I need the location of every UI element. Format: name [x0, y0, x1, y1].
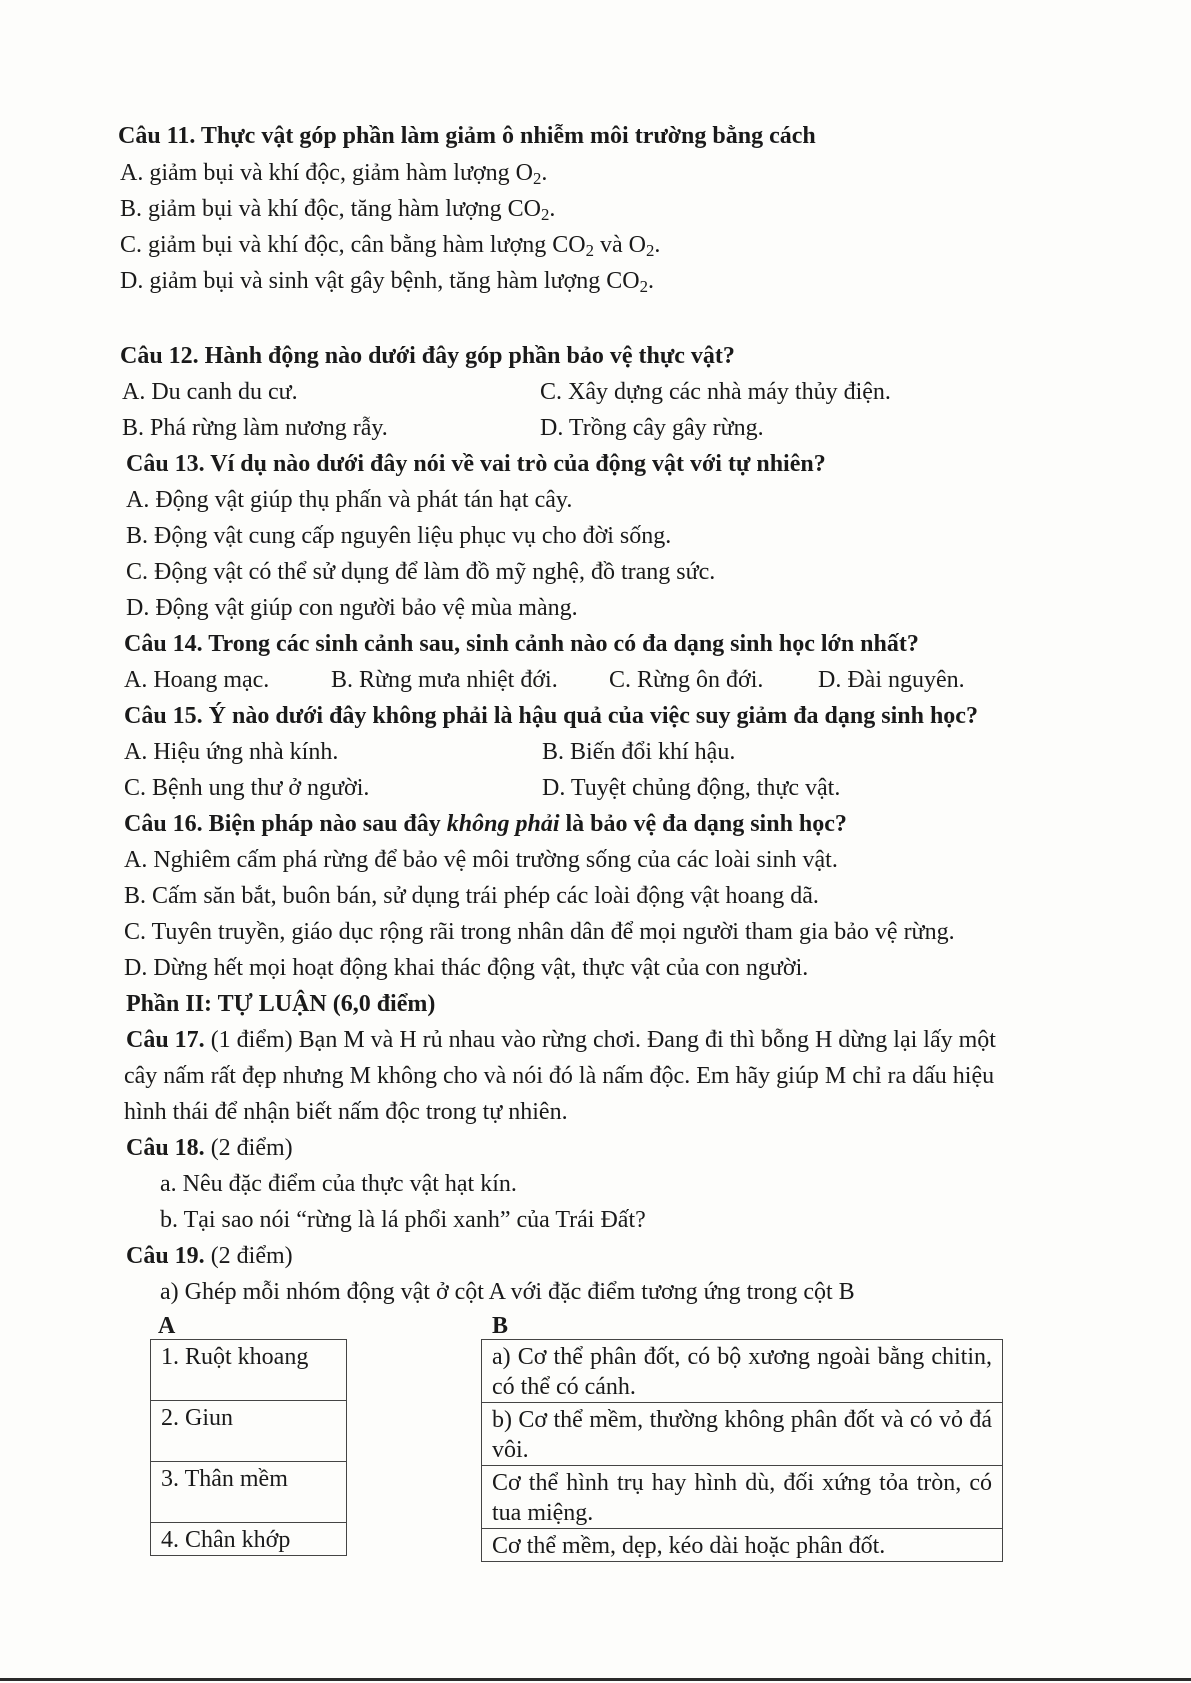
q14-option-c: C. Rừng ôn đới.	[609, 667, 764, 693]
question-13-title: Câu 13. Ví dụ nào dưới đây nói về vai trò của động vật với tự nhiên?	[126, 451, 826, 477]
q13-option-d: D. Động vật giúp con người bảo vệ mùa màng.	[126, 595, 578, 621]
q12-option-a: A. Du canh du cư.	[122, 379, 298, 405]
q16-option-c: C. Tuyên truyền, giáo dục rộng rãi trong nhân dân để mọi người tham gia bảo vệ rừng.	[124, 919, 955, 945]
question-12-title: Câu 12. Hành động nào dưới đây góp phần bảo vệ thực vật?	[120, 343, 735, 369]
table-row	[151, 1523, 347, 1556]
table-row	[151, 1340, 347, 1401]
page-bottom-border	[0, 1678, 1191, 1681]
q15-option-a: A. Hiệu ứng nhà kính.	[124, 739, 339, 765]
column-a-cell: 4. Chân khớp	[151, 1523, 347, 1556]
q15-option-d: D. Tuyệt chủng động, thực vật.	[542, 775, 841, 801]
table-row	[482, 1529, 1003, 1562]
column-a-cell: 2. Giun	[151, 1401, 347, 1462]
q11-option-b: B. giảm bụi và khí độc, tăng hàm lượng $CO_2$.	[120, 196, 556, 225]
question-17-line-1: Câu 17. (1 điểm) Bạn M và H rủ nhau vào rừng chơi. Đang đi thì bỗng H dừng lại lấy một	[126, 1027, 996, 1053]
q12-option-b: B. Phá rừng làm nương rẫy.	[122, 415, 388, 441]
question-17-line-3: hình thái để nhận biết nấm độc trong tự nhiên.	[124, 1099, 568, 1125]
column-b-cell: Cơ thể mềm, dẹp, kéo dài hoặc phân đốt.	[482, 1529, 1003, 1562]
q16-option-a: A. Nghiêm cấm phá rừng để bảo vệ môi trường sống của các loài sinh vật.	[124, 847, 838, 873]
question-15-title: Câu 15. Ý nào dưới đây không phải là hậu quả của việc suy giảm đa dạng sinh học?	[124, 703, 978, 729]
q13-option-b: B. Động vật cung cấp nguyên liệu phục vụ cho đời sống.	[126, 523, 672, 549]
column-a-cell: 1. Ruột khoang	[151, 1340, 347, 1401]
column-a-table	[150, 1339, 347, 1556]
q11-option-d: D. giảm bụi và sinh vật gây bệnh, tăng hàm lượng $CO_2$.	[120, 268, 655, 297]
column-b-cell: a) Cơ thể phân đốt, có bộ xương ngoài bằng chitin, có thể có cánh.	[482, 1340, 1003, 1403]
q13-option-a: A. Động vật giúp thụ phấn và phát tán hạt cây.	[126, 487, 573, 513]
question-14-title: Câu 14. Trong các sinh cảnh sau, sinh cảnh nào có đa dạng sinh học lớn nhất?	[124, 631, 919, 657]
column-a-header: A	[158, 1313, 176, 1339]
q14-option-b: B. Rừng mưa nhiệt đới.	[331, 667, 558, 693]
q11-option-c: C. giảm bụi và khí độc, cân bằng hàm lượng $CO_2$ và $O_2$.	[120, 232, 661, 261]
q12-option-c: C. Xây dựng các nhà máy thủy điện.	[540, 379, 891, 405]
q14-option-a: A. Hoang mạc.	[124, 667, 270, 693]
question-19-title: Câu 19. (2 điểm)	[126, 1243, 293, 1269]
q15-option-c: C. Bệnh ung thư ở người.	[124, 775, 370, 801]
question-11-title: Câu 11. Thực vật góp phần làm giảm ô nhiễm môi trường bằng cách	[118, 123, 816, 149]
table-row	[482, 1403, 1003, 1466]
table-row	[482, 1340, 1003, 1403]
q12-option-d: D. Trồng cây gây rừng.	[540, 415, 764, 441]
column-b-table	[481, 1339, 1003, 1562]
q16-option-b: B. Cấm săn bắt, buôn bán, sử dụng trái phép các loài động vật hoang dã.	[124, 883, 819, 909]
table-row	[151, 1462, 347, 1523]
column-a-cell: 3. Thân mềm	[151, 1462, 347, 1523]
column-b-cell: b) Cơ thể mềm, thường không phân đốt và có vỏ đá vôi.	[482, 1403, 1003, 1466]
table-row	[482, 1466, 1003, 1529]
question-17-line-2: cây nấm rất đẹp nhưng M không cho và nói đó là nấm độc. Em hãy giúp M chỉ ra dấu hiệu	[124, 1063, 995, 1089]
q11-option-a: A. giảm bụi và khí độc, giảm hàm lượng $O_2$.	[120, 160, 548, 189]
q19-part-a: a) Ghép mỗi nhóm động vật ở cột A với đặc điểm tương ứng trong cột B	[160, 1279, 855, 1305]
q14-option-d: D. Đài nguyên.	[818, 667, 965, 693]
question-18-title: Câu 18. (2 điểm)	[126, 1135, 293, 1161]
question-16-title: Câu 16. Biện pháp nào sau đây không phải là bảo vệ đa dạng sinh học?	[124, 811, 847, 837]
q13-option-c: C. Động vật có thể sử dụng để làm đồ mỹ nghệ, đồ trang sức.	[126, 559, 716, 585]
column-b-cell: Cơ thể hình trụ hay hình dù, đối xứng tỏa tròn, có tua miệng.	[482, 1466, 1003, 1529]
q18-part-b: b. Tại sao nói “rừng là lá phổi xanh” của Trái Đất?	[160, 1207, 646, 1233]
table-row	[151, 1401, 347, 1462]
q18-part-a: a. Nêu đặc điểm của thực vật hạt kín.	[160, 1171, 517, 1197]
q15-option-b: B. Biến đổi khí hậu.	[542, 739, 736, 765]
column-b-header: B	[492, 1313, 509, 1339]
q16-option-d: D. Dừng hết mọi hoạt động khai thác động vật, thực vật của con người.	[124, 955, 809, 981]
part-2-title: Phần II: TỰ LUẬN (6,0 điểm)	[126, 991, 436, 1017]
